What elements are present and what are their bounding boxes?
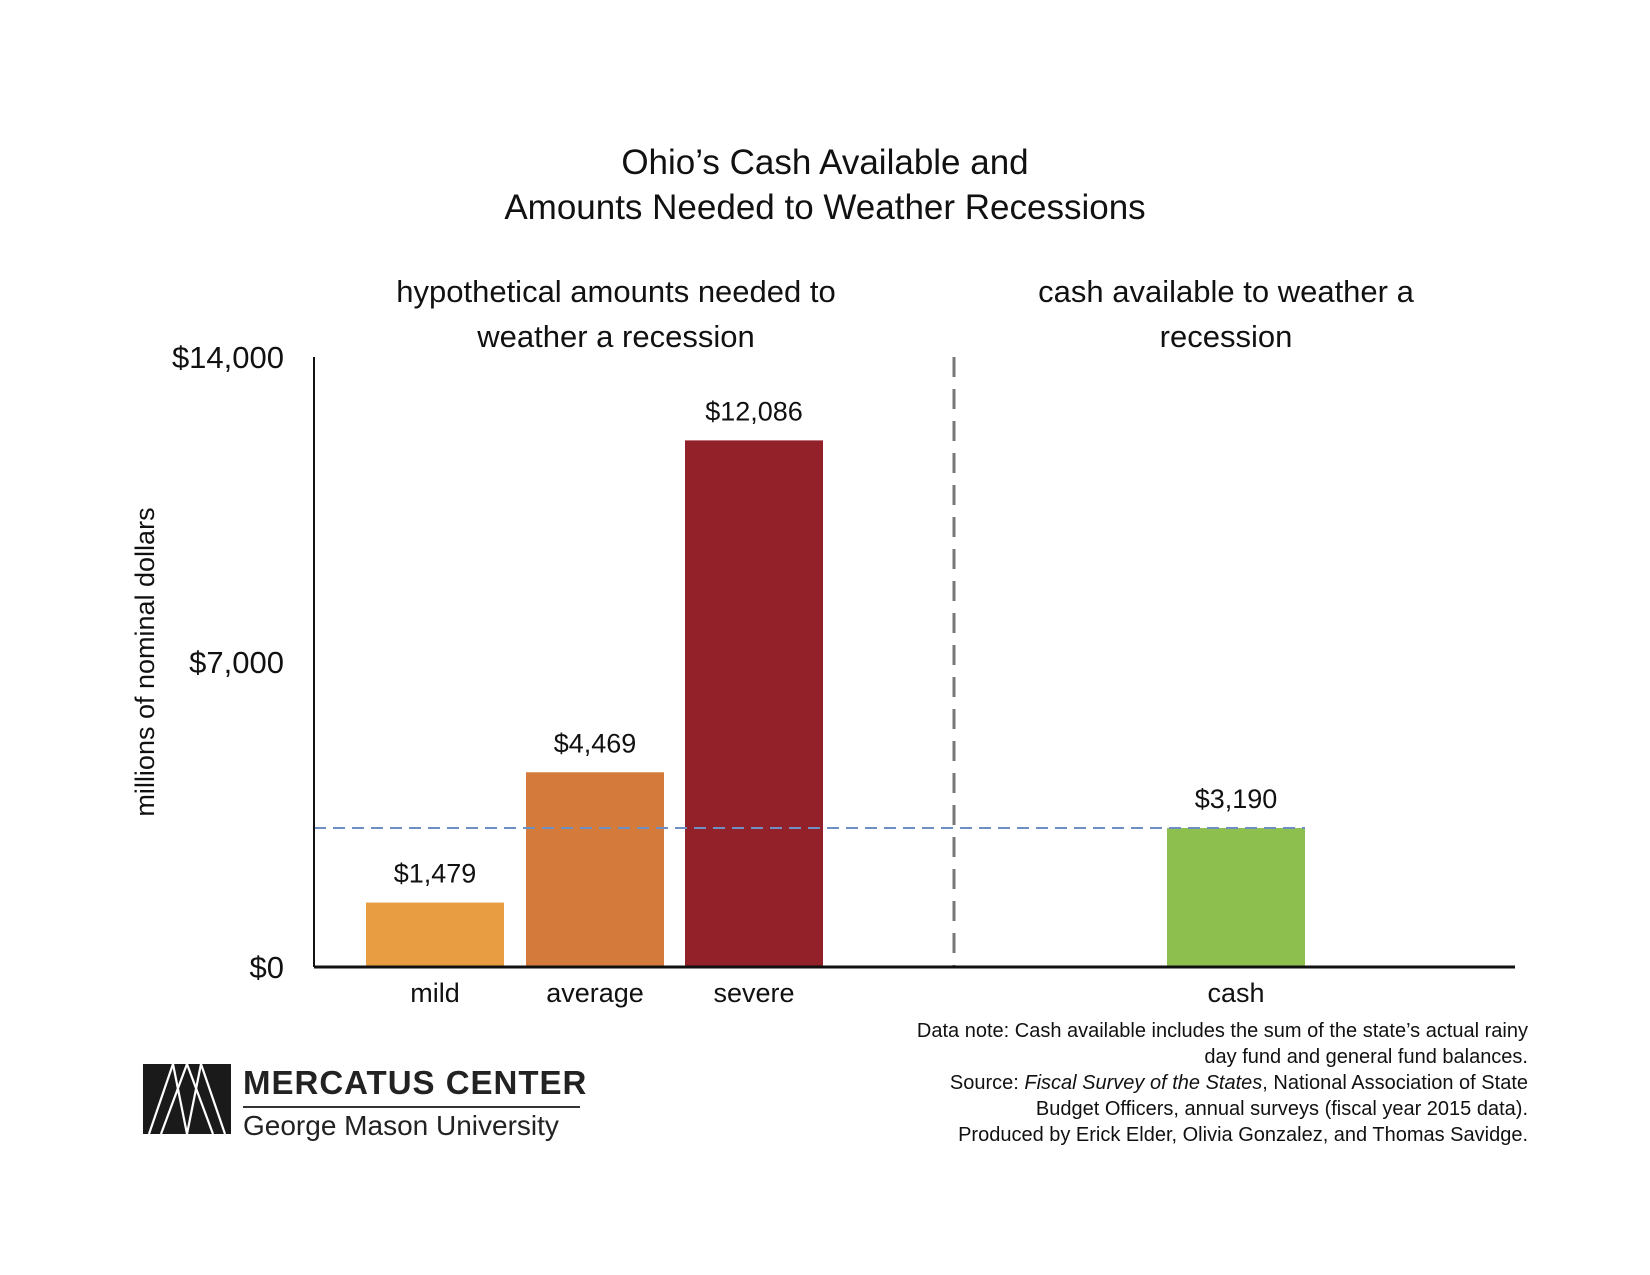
logo-name: MERCATUS CENTER bbox=[243, 1064, 588, 1101]
chart-title-line-1: Ohio’s Cash Available and bbox=[621, 143, 1029, 182]
group-label-needed-line-1: hypothetical amounts needed to bbox=[396, 274, 836, 309]
value-label-cash: $3,190 bbox=[1194, 784, 1278, 815]
source-prefix: Source: bbox=[949, 1072, 1025, 1094]
chart-title-line-2: Amounts Needed to Weather Recessions bbox=[504, 188, 1146, 227]
category-label-severe: severe bbox=[713, 978, 795, 1008]
y-tick-label: $7,000 bbox=[189, 645, 284, 680]
y-axis-ticks bbox=[172, 340, 284, 985]
data-note-line-2: day fund and general fund balances. bbox=[1204, 1046, 1528, 1068]
group-label-needed-line-2: weather a recession bbox=[477, 319, 755, 354]
bar-severe bbox=[685, 440, 823, 967]
data-note-line-1: Data note: Cash available includes the sum of the state’s actual rainy bbox=[916, 1020, 1528, 1042]
source-title: Fiscal Survey of the States bbox=[1024, 1072, 1263, 1094]
y-tick-label: $14,000 bbox=[171, 340, 284, 375]
category-label-mild: mild bbox=[410, 978, 460, 1008]
value-label-severe: $12,086 bbox=[705, 396, 803, 427]
logo-university: George Mason University bbox=[243, 1110, 559, 1141]
mercatus-logo-mark bbox=[143, 1064, 231, 1134]
value-label-mild: $1,479 bbox=[393, 858, 477, 889]
bars bbox=[366, 396, 1305, 1008]
data-note bbox=[828, 1018, 1528, 1148]
group-label-cash-line-1: cash available to weather a bbox=[1038, 274, 1414, 309]
category-label-average: average bbox=[546, 978, 644, 1008]
bar-mild bbox=[366, 903, 504, 967]
logo-divider bbox=[243, 1106, 580, 1108]
source-rest: , National Association of State bbox=[1262, 1072, 1528, 1094]
source-line bbox=[828, 1070, 1528, 1096]
value-label-average: $4,469 bbox=[553, 728, 637, 759]
category-label-cash: cash bbox=[1207, 978, 1265, 1008]
y-tick-label: $0 bbox=[249, 950, 284, 985]
bar-average bbox=[526, 772, 664, 967]
bar-cash bbox=[1167, 828, 1305, 967]
y-axis-label: millions of nominal dollars bbox=[130, 507, 160, 817]
credits-line: Produced by Erick Elder, Olivia Gonzalez, and Thomas Savidge. bbox=[958, 1124, 1528, 1146]
mercatus-logo bbox=[143, 1064, 588, 1144]
source-line-2: Budget Officers, annual surveys (fiscal year 2015 data). bbox=[1035, 1098, 1528, 1120]
group-label-cash-line-2: recession bbox=[1159, 319, 1293, 354]
